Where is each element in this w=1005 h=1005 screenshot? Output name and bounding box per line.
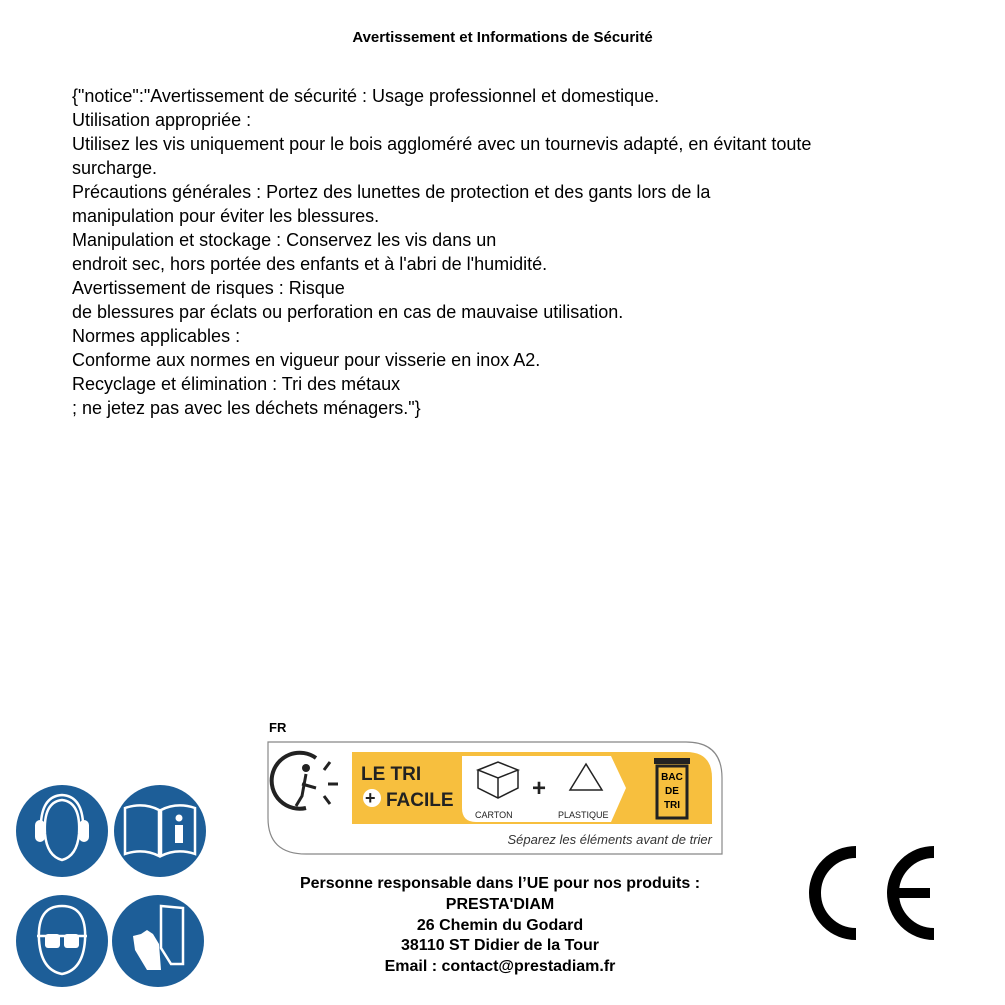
notice-line: Utilisez les vis uniquement pour le bois aggloméré avec un tournevis adapté, en évitant toute [72,134,812,154]
plus-icon: + [365,788,376,808]
ce-mark-icon [796,842,940,944]
notice-line: {"notice":"Avertissement de sécurité : Usage professionnel et domestique. [72,86,660,106]
notice-line: Conforme aux normes en vigueur pour visserie en inox A2. [72,350,541,370]
notice-line: Normes applicables : [72,326,241,346]
safety-notice [72,84,932,420]
notice-line: Précautions générales : Portez des lunettes de protection et des gants lors de la [72,182,711,202]
address-city: 38110 ST Didier de la Tour [401,937,599,955]
notice-line: endroit sec, hors portée des enfants et à l'abri de l'humidité. [72,254,548,274]
svg-text:DE: DE [665,786,679,797]
triman-recycling-label [266,718,726,858]
facile-text: FACILE [386,790,454,811]
triman-caption: Séparez les éléments avant de trier [507,832,712,847]
contact-email: Email : contact@prestadiam.fr [384,958,616,976]
page-title: Avertissement et Informations de Sécurité [352,29,653,46]
read-manual-icon [113,784,207,878]
notice-line: Avertissement de risques : Risque [72,278,345,298]
notice-line: Recyclage et élimination : Tri des métaux [72,374,401,394]
plus-sign: + [532,775,547,802]
responsible-person [200,874,800,978]
le-tri-text: LE TRI [361,764,422,785]
carton-label: CARTON [475,810,513,820]
footer-line: Personne responsable dans l’UE pour nos produits : [299,875,701,892]
ear-protection-icon [15,784,109,878]
notice-line: Manipulation et stockage : Conservez les vis dans un [72,230,497,250]
plastique-label: PLASTIQUE [558,810,609,820]
notice-line: surcharge. [72,158,158,178]
company-name: PRESTA'DIAM [445,895,555,913]
notice-line: manipulation pour éviter les blessures. [72,206,380,226]
triman-icon [272,753,338,809]
gloves-icon [111,894,205,988]
address-street: 26 Chemin du Godard [416,916,584,934]
eye-protection-icon [15,894,109,988]
notice-line: de blessures par éclats ou perforation en cas de mauvaise utilisation. [72,302,624,322]
notice-line: Utilisation appropriée : [72,110,252,130]
country-code: FR [269,720,287,735]
notice-line: ; ne jetez pas avec les déchets ménagers."} [72,398,421,418]
svg-text:BAC: BAC [661,772,683,783]
svg-text:TRI: TRI [663,800,681,811]
